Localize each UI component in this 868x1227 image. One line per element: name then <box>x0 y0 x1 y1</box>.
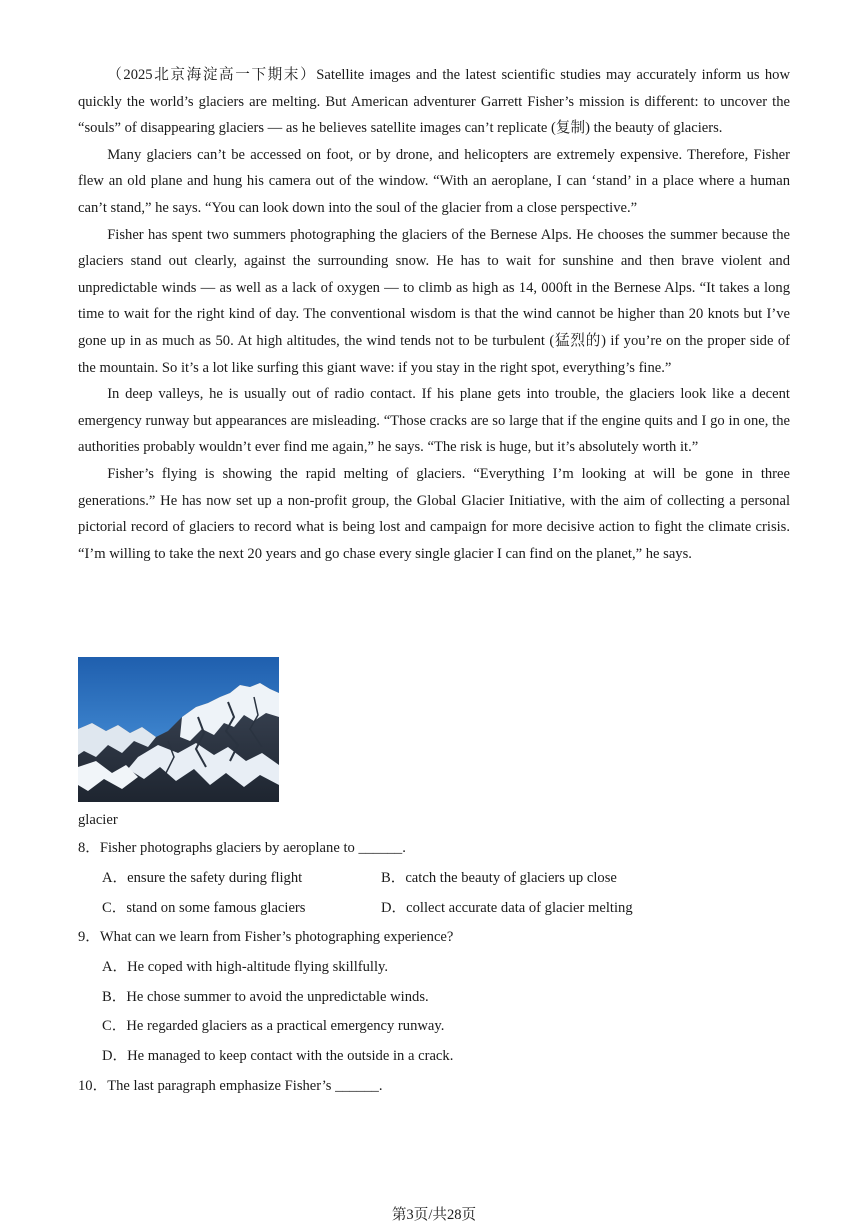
question-8-option-a: A．ensure the safety during flight <box>102 870 303 886</box>
glacier-photo <box>78 657 279 802</box>
passage-paragraph-3: Fisher has spent two summers photographing the glaciers of the Bernese Alps. He chooses the summer because the glaciers stand out clearly, against the surrounding snow. He has to wait for sunshine and then brave violent and unpredictable winds — as well as a lack of oxygen — to climb as high as 14, 000ft in the Bernese Alps. “It takes a long time to wait for the right kind of day. The conventional wisdom is that the wind cannot be higher than 20 knots but I’ve gone up in as much as 50. At high altitudes, the wind tends not to be turbulent (猛烈的) if you’re on the proper side of the mountain. So it’s a lot like surfing this giant wave: if you stay in the right spot, everything’s fine.” <box>78 226 790 376</box>
question-9-option-a: A．He coped with high-altitude flying skillfully. <box>102 959 389 975</box>
question-9-option-c: C．He regarded glaciers as a practical emergency runway. <box>102 1018 445 1034</box>
passage-paragraph-4: In deep valleys, he is usually out of radio contact. If his plane gets into trouble, the glaciers look like a decent emergency runway but appearances are misleading. “Those cracks are so large that if the engine quits and I go in one, the authorities probably wouldn’t ever find me again,” he says. “The risk is huge, but it’s absolutely worth it.” <box>78 386 790 456</box>
page-number: 第3页/共28页 <box>391 1207 477 1223</box>
question-8-option-c: C．stand on some famous glaciers <box>102 900 306 916</box>
question-9-stem: 9．What can we learn from Fisher’s photographing experience? <box>78 929 454 945</box>
question-8-option-d: D．collect accurate data of glacier melting <box>381 900 633 916</box>
passage-paragraph-5: Fisher’s flying is showing the rapid melting of glaciers. “Everything I’m looking at will be gone in three generations.” He has now set up a non-profit group, the Global Glacier Initiative, with the aim of collecting a personal pictorial record of glaciers to record what is being lost and campaign for more decisive action to fight the climate crisis. “I’m willing to take the next 20 years and go chase every single glacier I can find on the planet,” he says. <box>78 465 790 562</box>
question-10-stem: 10．The last paragraph emphasize Fisher’s ______. <box>78 1078 383 1094</box>
passage-paragraph-1: （2025北京海淀高一下期末）Satellite images and the latest scientific studies may accurately inform us how quickly the world’s glaciers are melting. But American adventurer Garrett Fisher’s mission is different: to uncover the “souls” of disappearing glaciers — as he believes satellite images can’t replicate (复制) the beauty of glaciers. <box>78 67 790 137</box>
question-9-option-b: B．He chose summer to avoid the unpredictable winds. <box>102 989 429 1005</box>
question-8-option-b: B．catch the beauty of glaciers up close <box>381 870 617 886</box>
question-8-stem: 8．Fisher photographs glaciers by aeroplane to ______. <box>78 840 406 856</box>
image-caption: glacier <box>78 812 118 828</box>
question-9-option-d: D．He managed to keep contact with the outside in a crack. <box>102 1048 454 1064</box>
reading-passage <box>78 62 790 567</box>
passage-paragraph-2: Many glaciers can’t be accessed on foot, or by drone, and helicopters are extremely expensive. Therefore, Fisher flew an old plane and hung his camera out of the window. “With an aeroplane, I can ‘stand’ in a place where a human can’t stand,” he says. “You can look down into the soul of the glacier from a close perspective.” <box>78 146 790 216</box>
